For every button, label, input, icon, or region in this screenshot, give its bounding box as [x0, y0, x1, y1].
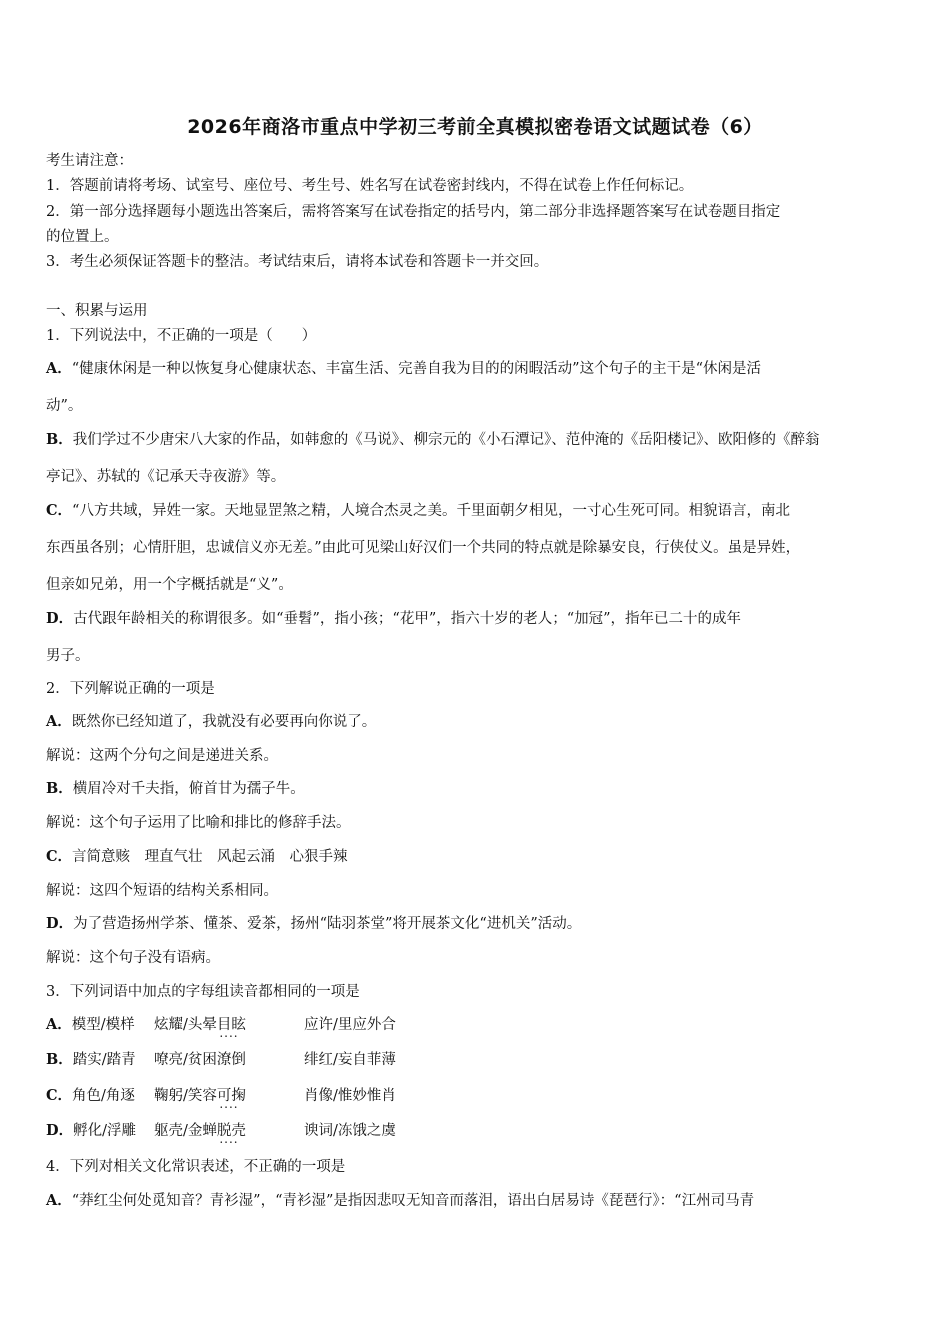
q1-option-b: B．我们学过不少唐宋八大家的作品，如韩愈的《马说》、柳宗元的《小石潭记》、范仲淹的《岳阳楼记》、欧阳修的《醉翁 [46, 431, 820, 448]
q3-option-a [46, 1015, 396, 1035]
q1-option-c-cont: 东西虽各别；心情肝胆，忠诚信义亦无差。”由此可见梁山好汉们一个共同的特点就是除暴安良，行侠仗义。虽是异姓， [46, 540, 801, 556]
q3-option-b-label: B．踏实/踏青 [46, 1051, 136, 1068]
q3-option-b [46, 1050, 396, 1070]
q1-option-c-cont2: 但亲如兄弟，用一个字概括就是“义”。 [46, 577, 293, 593]
q3-option-a-last: 应许/里应外合 [304, 1017, 396, 1033]
q3-option-a-mid: 炫耀/头晕目眩 .... [154, 1015, 304, 1035]
q3-stem: 3．下列词语中加点的字每组读音都相同的一项是 [46, 984, 360, 1000]
q2-stem: 2．下列解说正确的一项是 [46, 681, 215, 697]
q1-option-a: A．“健康休闲是一种以恢复身心健康状态、丰富生活、完善自我为目的的闲暇活动”这个句子的主干是“休闲是活 [46, 360, 761, 377]
notice-item-2: 2．第一部分选择题每小题选出答案后，需将答案写在试卷指定的括号内，第二部分非选择题答案写在试卷题目指定 [46, 204, 781, 220]
section-heading: 一、积累与运用 [46, 303, 148, 319]
q2-option-a-note: 解说：这两个分句之间是递进关系。 [46, 748, 278, 764]
q2-option-b-note: 解说：这个句子运用了比喻和排比的修辞手法。 [46, 815, 351, 831]
q3-option-d [46, 1121, 396, 1141]
q3-option-b-mid: 嘹亮/贫困潦倒 [154, 1052, 246, 1068]
q4-option-a: A．“莽红尘何处觅知音？青衫湿”，“青衫湿”是指因悲叹无知音而落泪，语出白居易诗《琵琶行》：“江州司马青 [46, 1192, 755, 1209]
q2-option-c-note: 解说：这四个短语的结构关系相同。 [46, 883, 278, 899]
q2-option-b: B．横眉冷对千夫指，俯首甘为孺子牛。 [46, 780, 305, 797]
q1-stem: 1．下列说法中，不正确的一项是（ ） [46, 328, 317, 344]
q3-option-d-last: 谀词/冻饿之虞 [304, 1123, 396, 1139]
q2-option-d-note: 解说：这个句子没有语病。 [46, 950, 220, 966]
q4-stem: 4．下列对相关文化常识表述，不正确的一项是 [46, 1159, 346, 1175]
q3-option-c-last: 肖像/惟妙惟肖 [304, 1088, 396, 1104]
notice-item-2-cont: 的位置上。 [46, 229, 119, 245]
q3-option-c-label: C．角色/角逐 [46, 1087, 135, 1104]
q3-option-c-mid: 鞠躬/笑容可掬 .... [154, 1086, 304, 1106]
q1-option-a-cont: 动”。 [46, 398, 83, 414]
q2-option-d: D．为了营造扬州学茶、懂茶、爱茶，扬州“陆羽茶堂”将开展茶文化“进机关”活动。 [46, 915, 582, 932]
q3-option-d-mid: 躯壳/金蝉脱壳 .... [154, 1121, 304, 1141]
q3-option-c [46, 1086, 396, 1106]
q3-option-b-last: 绯红/妄自菲薄 [304, 1052, 396, 1068]
notice-heading: 考生请注意： [46, 153, 133, 169]
q3-option-a-label: A．模型/模样 [46, 1016, 135, 1033]
q2-option-a: A．既然你已经知道了，我就没有必要再向你说了。 [46, 713, 377, 730]
q2-option-c: C．言简意赅 理直气壮 风起云涌 心狠手辣 [46, 848, 348, 865]
notice-item-3: 3．考生必须保证答题卡的整洁。考试结束后，请将本试卷和答题卡一并交回。 [46, 254, 549, 270]
q1-option-d-cont: 男子。 [46, 648, 90, 664]
q1-option-d: D．古代跟年龄相关的称谓很多。如“垂髫”，指小孩；“花甲”，指六十岁的老人；“加冠”，指年已二十的成年 [46, 610, 742, 627]
q3-option-d-label: D．孵化/浮雕 [46, 1122, 136, 1139]
q1-option-b-cont: 亭记》、苏轼的《记承天寺夜游》等。 [46, 469, 286, 485]
q1-option-c: C．“八方共域，异姓一家。天地显罡煞之精，人境合杰灵之美。千里面朝夕相见，一寸心生死可同。相貌语言，南北 [46, 502, 790, 519]
notice-item-1: 1．答题前请将考场、试室号、座位号、考生号、姓名写在试卷密封线内，不得在试卷上作任何标记。 [46, 178, 694, 194]
exam-title: 2026年商洛市重点中学初三考前全真模拟密卷语文试题试卷（6） [187, 116, 763, 138]
